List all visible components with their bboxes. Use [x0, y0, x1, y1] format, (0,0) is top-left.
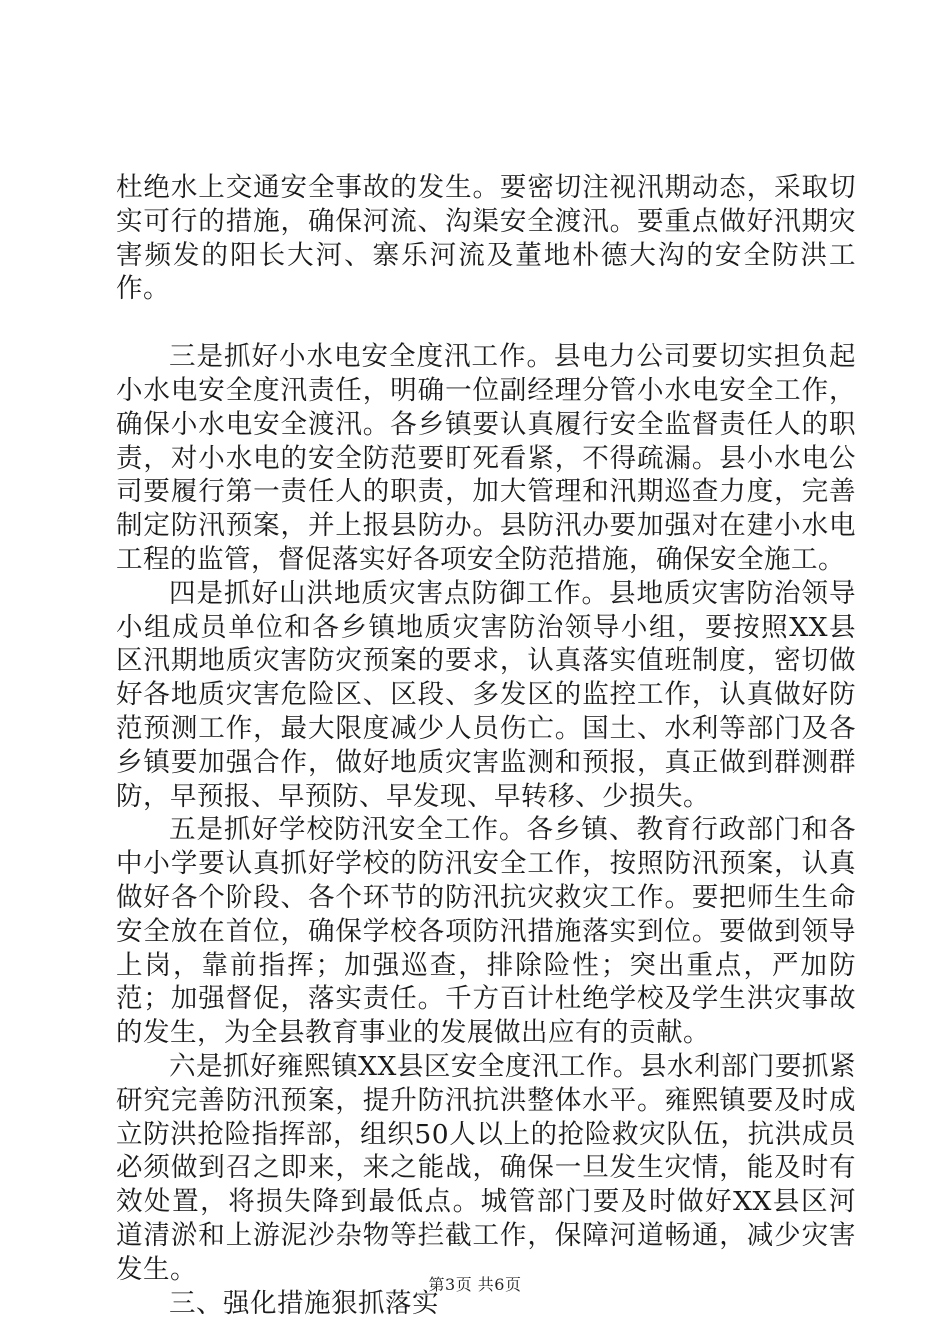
document-body: [116, 171, 856, 1320]
paragraph-continuation: 杜绝水上交通安全事故的发生。要密切注视汛期动态，采取切实可行的措施，确保河流、沟渠安全渡汛。要重点做好汛期灾害频发的阳长大河、寨乐河流及董地朴德大沟的安全防洪工作。: [116, 172, 856, 305]
page-number-footer: 第3页 共6页: [428, 1275, 522, 1294]
paragraph-yongxi-town: 六是抓好雍熙镇XX县区安全度汛工作。县水利部门要抓紧研究完善防汛预案，提升防汛抗洪整体水平。雍熙镇要及时成立防洪抢险指挥部，组织50人以上的抢险救灾队伍，抗洪成员必须做到召之即来，来之能战，确保一旦发生灾情，能及时有效处置，将损失降到最低点。城管部门要及时做好XX县区河道清淤和上游泥沙杂物等拦截工作，保障河道畅通，减少灾害发生。: [116, 1050, 856, 1285]
paragraph-gap: [116, 306, 856, 340]
paragraph-small-hydropower: 三是抓好小水电安全度汛工作。县电力公司要切实担负起小水电安全度汛责任，明确一位副经理分管小水电安全工作，确保小水电安全渡汛。各乡镇要认真履行安全监督责任人的职责，对小水电的安全防范要盯死看紧，不得疏漏。县小水电公司要履行第一责任人的职责，加大管理和汛期巡查力度，完善制定防汛预案，并上报县防办。县防汛办要加强对在建小水电工程的监管，督促落实好各项安全防范措施，确保安全施工。: [116, 341, 856, 575]
paragraph-school-flood-safety: 五是抓好学校防汛安全工作。各乡镇、教育行政部门和各中小学要认真抓好学校的防汛安全工作，按照防汛预案，认真做好各个阶段、各个环节的防汛抗灾救灾工作。要把师生生命安全放在首位，确保学校各项防汛措施落实到位。要做到领导上岗，靠前指挥；加强巡查，排除险性；突出重点，严加防范；加强督促，落实责任。千方百计杜绝学校及学生洪灾事故的发生，为全县教育事业的发展做出应有的贡献。: [116, 814, 856, 1049]
section-heading: 三、强化措施狠抓落实: [169, 1287, 439, 1319]
paragraph-geologic-hazard: 四是抓好山洪地质灾害点防御工作。县地质灾害防治领导小组成员单位和各乡镇地质灾害防治领导小组，要按照XX县区汛期地质灾害防灾预案的要求，认真落实值班制度，密切做好各地质灾害危险区、区段、多发区的监控工作，认真做好防范预测工作，最大限度减少人员伤亡。国土、水利等部门及各乡镇要加强合作，做好地质灾害监测和预报，真正做到群测群防，早预报、早预防、早发现、早转移、少损失。: [116, 577, 856, 812]
